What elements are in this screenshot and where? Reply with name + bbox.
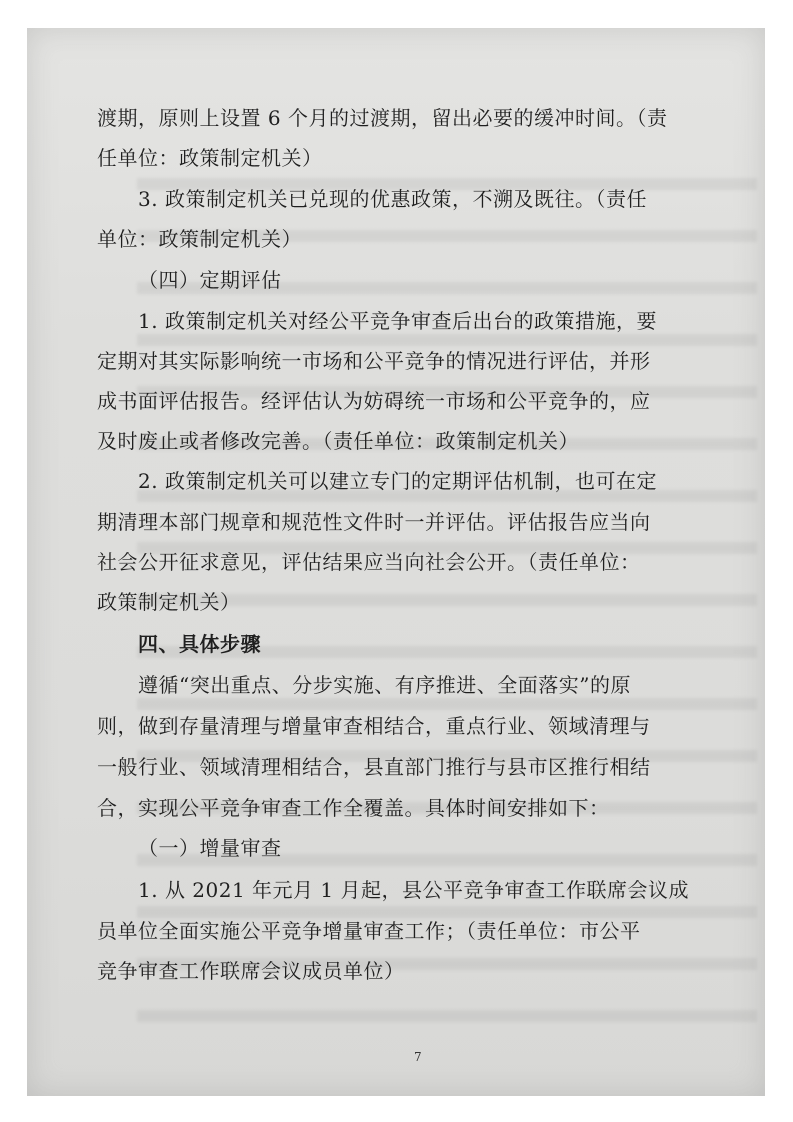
section-subheading: （一）增量审查 bbox=[138, 836, 282, 860]
text-line: 3. 政策制定机关已兑现的优惠政策，不溯及既往。（责任 bbox=[138, 187, 647, 211]
section-subheading: （四）定期评估 bbox=[138, 268, 282, 292]
text-line: 社会公开征求意见，评估结果应当向社会公开。（责任单位： bbox=[97, 550, 641, 574]
text-line: 成书面评估报告。经评估认为妨碍统一市场和公平竞争的，应 bbox=[97, 389, 651, 413]
text-line: 合，实现公平竞争审查工作全覆盖。具体时间安排如下： bbox=[97, 796, 610, 820]
page-number: 7 bbox=[414, 1050, 422, 1064]
text-line: 政策制定机关） bbox=[97, 590, 241, 614]
text-line: 员单位全面实施公平竞争增量审查工作；（责任单位：市公平 bbox=[97, 919, 641, 943]
text-line: 1. 从 2021 年元月 1 月起，县公平竞争审查工作联席会议成 bbox=[138, 878, 689, 902]
section-heading: 四、具体步骤 bbox=[138, 632, 261, 656]
text-line: 竞争审查工作联席会议成员单位） bbox=[97, 959, 405, 983]
text-line: 单位：政策制定机关） bbox=[97, 227, 302, 251]
text-line: 渡期，原则上设置 6 个月的过渡期，留出必要的缓冲时间。（责 bbox=[97, 106, 668, 130]
text-line: 一般行业、领域清理相结合，县直部门推行与县市区推行相结 bbox=[97, 755, 651, 779]
text-line: 定期对其实际影响统一市场和公平竞争的情况进行评估，并形 bbox=[97, 349, 651, 373]
text-line: 1. 政策制定机关对经公平竞争审查后出台的政策措施，要 bbox=[138, 309, 657, 333]
text-line: 2. 政策制定机关可以建立专门的定期评估机制，也可在定 bbox=[138, 469, 657, 493]
text-line: 任单位：政策制定机关） bbox=[97, 146, 323, 170]
text-line: 及时废止或者修改完善。（责任单位：政策制定机关） bbox=[97, 429, 579, 453]
text-line: 遵循“突出重点、分步实施、有序推进、全面落实”的原 bbox=[138, 673, 631, 697]
text-line: 则，做到存量清理与增量审查相结合，重点行业、领域清理与 bbox=[97, 714, 651, 738]
scanned-page bbox=[27, 28, 765, 1096]
text-line: 期清理本部门规章和规范性文件时一并评估。评估报告应当向 bbox=[97, 510, 651, 534]
